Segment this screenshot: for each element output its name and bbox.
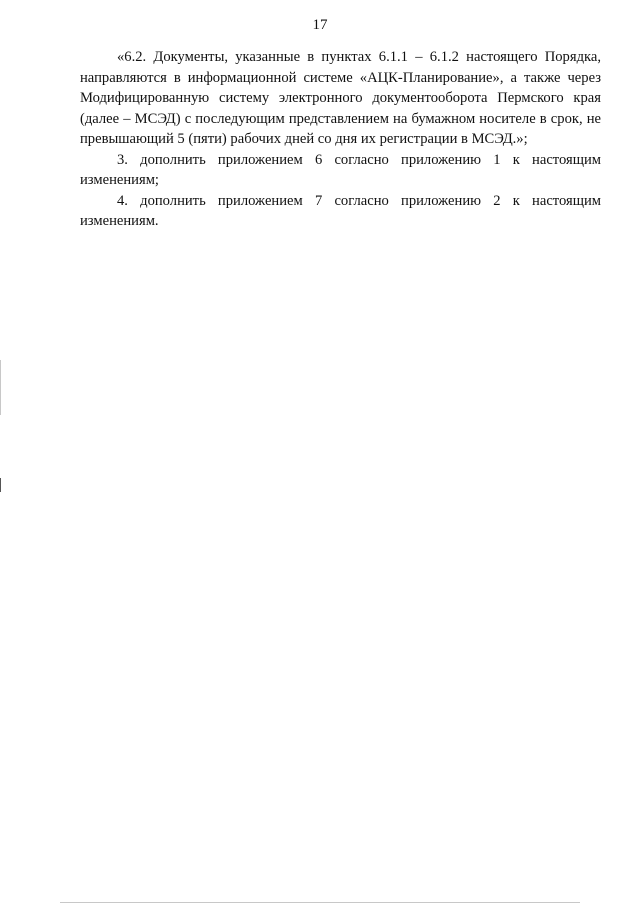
paragraph-item-6-2: «6.2. Документы, указанные в пунктах 6.1.1 – 6.1.2 настоящего Порядка, направляются в информационной системе «АЦК-Планирование», а также через Модифицированную систему электронного документооборота Пермского края (далее – МСЭД) с последующим представлением на бумажном носителе в срок, не превышающий 5 (пяти) рабочих дней со дня их регистрации в МСЭД.»;	[80, 49, 601, 147]
scan-edge-mark	[0, 478, 1, 492]
scan-bottom-line	[60, 902, 580, 903]
paragraph-item-3: 3. дополнить приложением 6 согласно приложению 1 к настоящим изменениям;	[80, 151, 601, 188]
paragraph-item-4: 4. дополнить приложением 7 согласно приложению 2 к настоящим изменениям.	[80, 192, 601, 229]
scan-edge-mark	[0, 360, 1, 415]
document-body	[80, 47, 601, 232]
page-number: 17	[312, 17, 328, 33]
